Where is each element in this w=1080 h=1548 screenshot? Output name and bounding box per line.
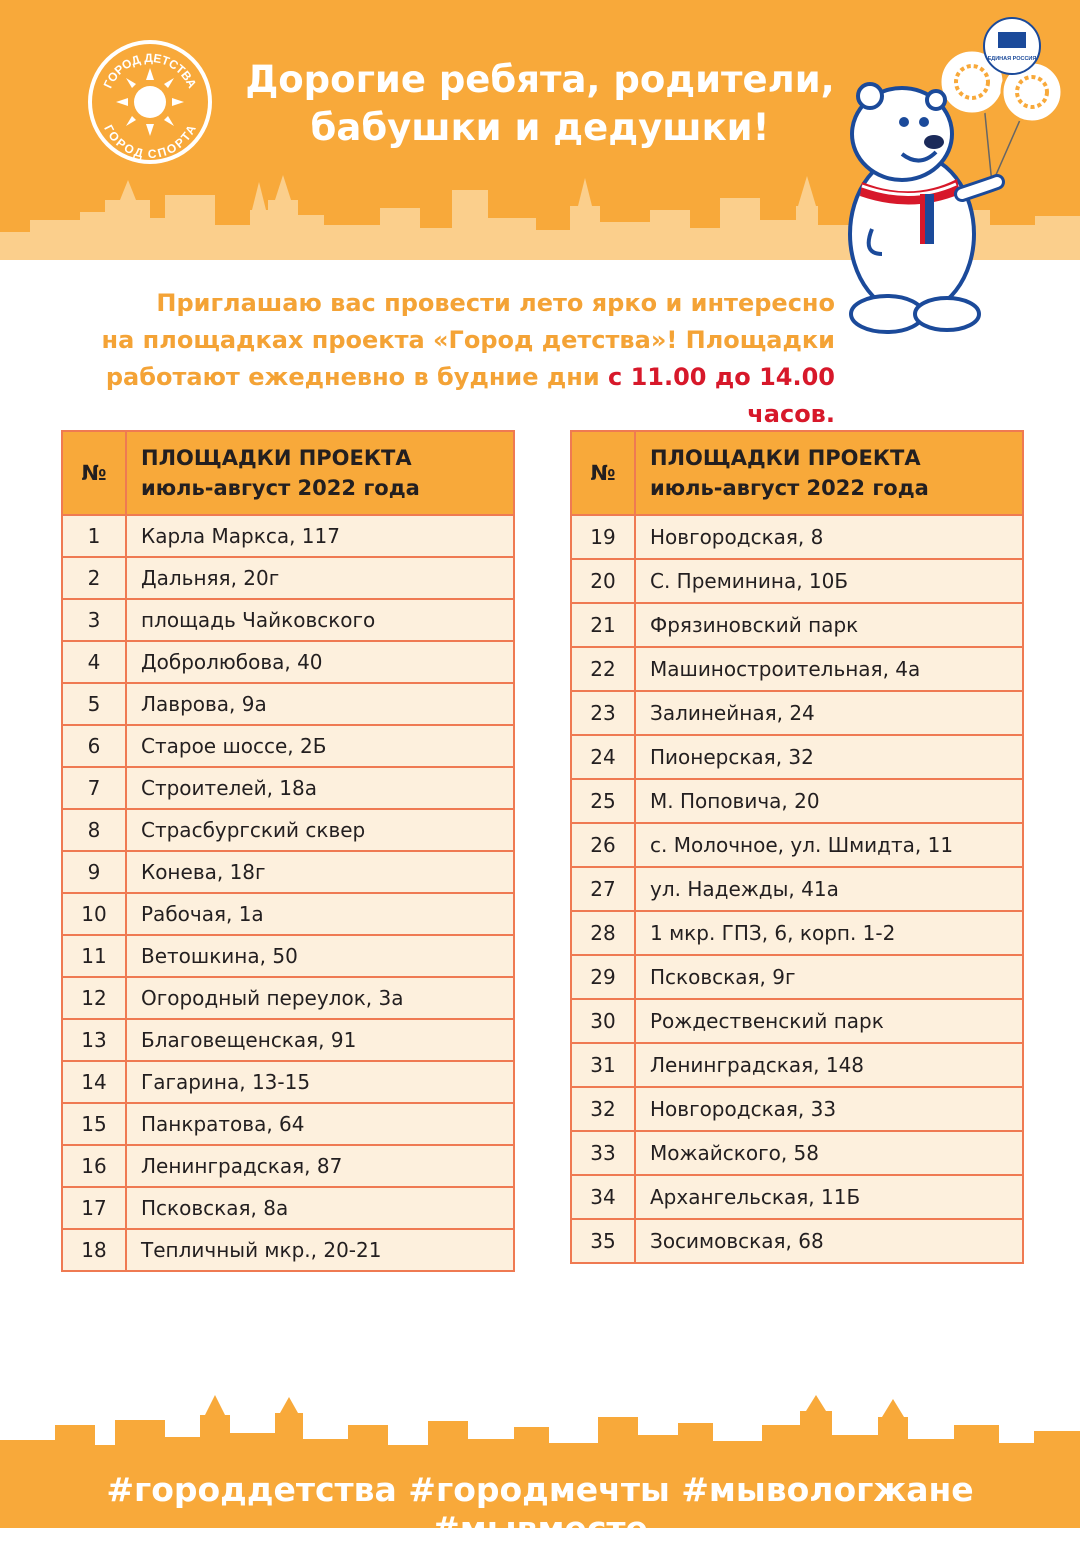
site-address: Лаврова, 9а [126,683,514,725]
site-address: Залинейная, 24 [635,691,1023,735]
site-address: Старое шоссе, 2Б [126,725,514,767]
site-number: 17 [62,1187,126,1229]
site-number: 6 [62,725,126,767]
site-number: 3 [62,599,126,641]
site-address: Архангельская, 11Б [635,1175,1023,1219]
headline-line-2: бабушки и дедушки! [310,106,770,149]
table-row [62,599,514,641]
headline [190,56,890,152]
site-number: 20 [571,559,635,603]
table-row [62,515,514,557]
site-number: 33 [571,1131,635,1175]
intro-line-3 [40,359,835,433]
table-row [571,911,1023,955]
site-address: Добролюбова, 40 [126,641,514,683]
site-number: 23 [571,691,635,735]
table-row [62,557,514,599]
site-number: 34 [571,1175,635,1219]
site-address: Ленинградская, 87 [126,1145,514,1187]
table-row [62,977,514,1019]
site-number: 19 [571,515,635,559]
site-address: Панкратова, 64 [126,1103,514,1145]
site-number: 18 [62,1229,126,1271]
site-number: 7 [62,767,126,809]
svg-text:ГОРОД ДЕТСТВА: ГОРОД ДЕТСТВА [100,50,200,91]
site-number: 10 [62,893,126,935]
site-number: 12 [62,977,126,1019]
table-row [62,641,514,683]
site-address: Ветошкина, 50 [126,935,514,977]
site-address: Конева, 18г [126,851,514,893]
site-number: 21 [571,603,635,647]
site-number: 30 [571,999,635,1043]
site-address: Зосимовская, 68 [635,1219,1023,1263]
sites-table-left [61,430,515,1272]
header-title-line-2: июль-август 2022 года [650,476,929,500]
svg-text:ГОРОД СПОРТА: ГОРОД СПОРТА [101,122,199,162]
site-address: Ленинградская, 148 [635,1043,1023,1087]
site-number: 24 [571,735,635,779]
intro-text [40,285,835,433]
site-number: 1 [62,515,126,557]
site-number: 25 [571,779,635,823]
site-number: 14 [62,1061,126,1103]
table-row [571,867,1023,911]
table-row [62,767,514,809]
svg-text:ЕДИНАЯ РОССИЯ: ЕДИНАЯ РОССИЯ [987,56,1037,62]
table-row [62,725,514,767]
table-row [62,809,514,851]
site-number: 5 [62,683,126,725]
site-address: с. Молочное, ул. Шмидта, 11 [635,823,1023,867]
site-number: 15 [62,1103,126,1145]
site-number: 29 [571,955,635,999]
site-address: Строителей, 18а [126,767,514,809]
table-row [62,893,514,935]
site-number: 8 [62,809,126,851]
city-skyline-bottom [0,1395,1080,1470]
site-number: 35 [571,1219,635,1263]
table-row [571,1043,1023,1087]
site-address: Новгородская, 8 [635,515,1023,559]
site-address: Карла Маркса, 117 [126,515,514,557]
site-address: площадь Чайковского [126,599,514,641]
table-row [62,1103,514,1145]
table-row [571,779,1023,823]
site-address: Пионерская, 32 [635,735,1023,779]
site-address: Псковская, 8а [126,1187,514,1229]
site-number: 28 [571,911,635,955]
site-address: Можайского, 58 [635,1131,1023,1175]
site-number: 11 [62,935,126,977]
table-row [571,1175,1023,1219]
table-header-row [571,431,1023,515]
site-address: ул. Надежды, 41а [635,867,1023,911]
headline-line-1: Дорогие ребята, родители, [245,58,835,101]
table-row [62,1061,514,1103]
site-address: С. Преминина, 10Б [635,559,1023,603]
site-address: Рождественский парк [635,999,1023,1043]
header-num: № [62,431,126,515]
table-header-row [62,431,514,515]
intro-line-2: на площадках проекта «Город детства»! Площадки [101,326,835,354]
site-number: 9 [62,851,126,893]
site-address: Страсбургский сквер [126,809,514,851]
table-row [571,735,1023,779]
site-number: 26 [571,823,635,867]
table-row [571,647,1023,691]
site-address: Новгородская, 33 [635,1087,1023,1131]
site-number: 22 [571,647,635,691]
table-row [571,823,1023,867]
table-row [62,683,514,725]
table-row [62,1187,514,1229]
table-row [571,515,1023,559]
header-title [635,431,1023,515]
site-number: 16 [62,1145,126,1187]
table-row [571,691,1023,735]
site-number: 31 [571,1043,635,1087]
table-row [571,955,1023,999]
site-address: Гагарина, 13-15 [126,1061,514,1103]
site-address: Рабочая, 1а [126,893,514,935]
site-address: Машиностроительная, 4а [635,647,1023,691]
table-row [62,1019,514,1061]
site-number: 2 [62,557,126,599]
table-row [62,851,514,893]
site-number: 32 [571,1087,635,1131]
site-address: Благовещенская, 91 [126,1019,514,1061]
header-title-line-2: июль-август 2022 года [141,476,420,500]
table-row [571,999,1023,1043]
site-address: Тепличный мкр., 20-21 [126,1229,514,1271]
site-address: Дальняя, 20г [126,557,514,599]
table-row [571,1131,1023,1175]
intro-line-3-start: работают ежедневно в будние дни [105,363,608,391]
table-row [571,1219,1023,1263]
table-row [571,1087,1023,1131]
table-row [62,1145,514,1187]
site-number: 27 [571,867,635,911]
sites-table-right [570,430,1024,1264]
site-number: 13 [62,1019,126,1061]
table-row [571,559,1023,603]
opening-hours: с 11.00 до 14.00 часов. [608,363,835,428]
polar-bear-mascot [832,14,1072,344]
table-row [62,1229,514,1271]
site-address: М. Поповича, 20 [635,779,1023,823]
site-address: 1 мкр. ГПЗ, 6, корп. 1-2 [635,911,1023,955]
table-row [571,603,1023,647]
site-address: Фрязиновский парк [635,603,1023,647]
header-title-line-1: ПЛОЩАДКИ ПРОЕКТА [141,446,412,470]
hashtags: #городдетства #городмечты #мывологжане #мывместе [106,1470,974,1548]
table-row [62,935,514,977]
site-number: 4 [62,641,126,683]
header-title [126,431,514,515]
intro-line-1: Приглашаю вас провести лето ярко и интересно [156,289,835,317]
header-title-line-1: ПЛОЩАДКИ ПРОЕКТА [650,446,921,470]
site-address: Псковская, 9г [635,955,1023,999]
site-address: Огородный переулок, 3а [126,977,514,1019]
header-num: № [571,431,635,515]
